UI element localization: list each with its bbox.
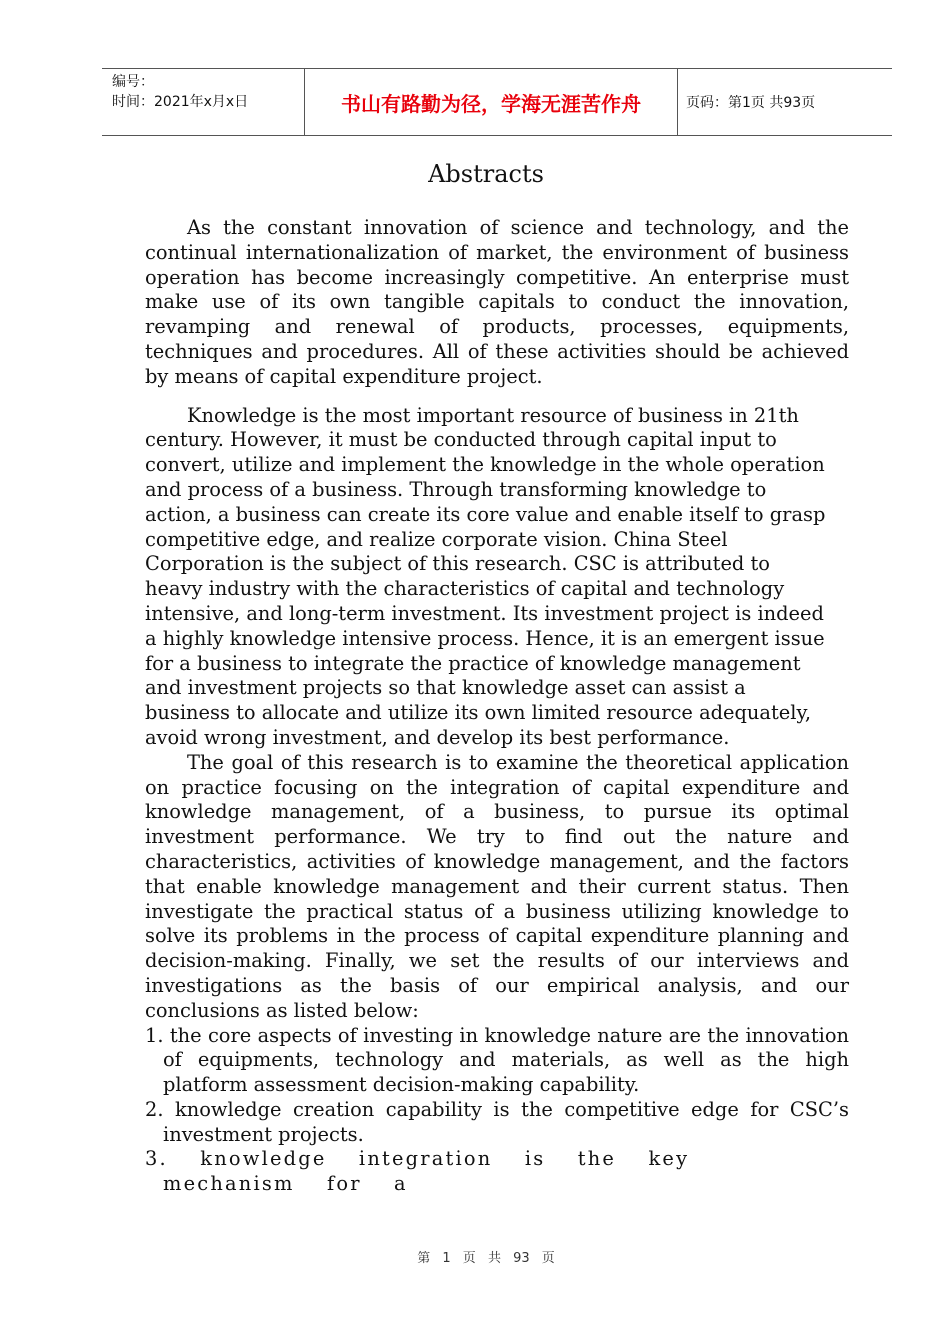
footer-ye: 页 bbox=[462, 1251, 476, 1266]
paragraph-1: As the constant innovation of science and technology, and the continual internationalization of market, the environment of business operation has become increasingly competitive. An enterprise must make use of its own tangible capitals to conduct the innovation, revamping and renewal of products, processes, equipments, techniques and procedures. All of these activities should be achieved by means of capital expenditure project. bbox=[145, 216, 849, 388]
footer-gong: 共 bbox=[487, 1251, 501, 1266]
number-label: 编号： bbox=[112, 74, 154, 90]
header-page-label: 页码：第1页 共93页 bbox=[686, 95, 816, 111]
list-item-3: 3. knowledge integration is the key mechanism for a bbox=[145, 1147, 690, 1196]
footer-page-number: 1 bbox=[442, 1251, 451, 1266]
footer-di: 第 bbox=[417, 1251, 431, 1266]
list-item-2: 2. knowledge creation capability is the competitive edge for CSC’s investment projects. bbox=[145, 1097, 849, 1146]
page-footer bbox=[0, 1247, 950, 1266]
paragraph-3: The goal of this research is to examine the theoretical application on practice focusing on the integration of capital expenditure and knowledge management, of a business, to pursue its optimal investment performance. We try to find out the nature and characteristics, activities of knowledge management, and the factors that enable knowledge management and their current status. Then investigate the practical status of a business utilizing knowledge to solve its problems in the process of capital expenditure planning and decision-making. Finally, we set the results of our interviews and investigations as the basis of our empirical analysis, and our conclusions as listed below: bbox=[145, 750, 849, 1022]
footer-ye2: 页 bbox=[541, 1251, 555, 1266]
paragraph-2: Knowledge is the most important resource of business in 21th century. However, it must be conducted through capital input to convert, utilize and implement the knowledge in the whole operation and process of a business. Through transforming knowledge to action, a business can create its core value and enable itself to grasp competitive edge, and realize corporate vision. China Steel Corporation is the subject of this research. CSC is attributed to heavy industry with the characteristics of capital and technology intensive, and long-term investment. Its investment project is indeed a highly knowledge intensive process. Hence, it is an emergent issue for a business to integrate the practice of knowledge management and investment projects so that knowledge asset can assist a business to allocate and utilize its own limited resource adequately, avoid wrong investment, and develop its best performance. bbox=[145, 403, 826, 749]
document-body bbox=[145, 216, 849, 1197]
time-label: 时间：2021年x月x日 bbox=[112, 94, 249, 110]
page-header bbox=[102, 68, 892, 136]
page-title: Abstracts bbox=[428, 160, 544, 188]
header-meta bbox=[102, 69, 304, 135]
header-motto: 书山有路勤为径，学海无涯苦作舟 bbox=[304, 69, 678, 135]
list-item-1: 1. the core aspects of investing in knowledge nature are the innovation of equipments, technology and materials, as well as the high platform assessment decision-making capability. bbox=[145, 1023, 849, 1097]
footer-total-pages: 93 bbox=[513, 1251, 530, 1266]
